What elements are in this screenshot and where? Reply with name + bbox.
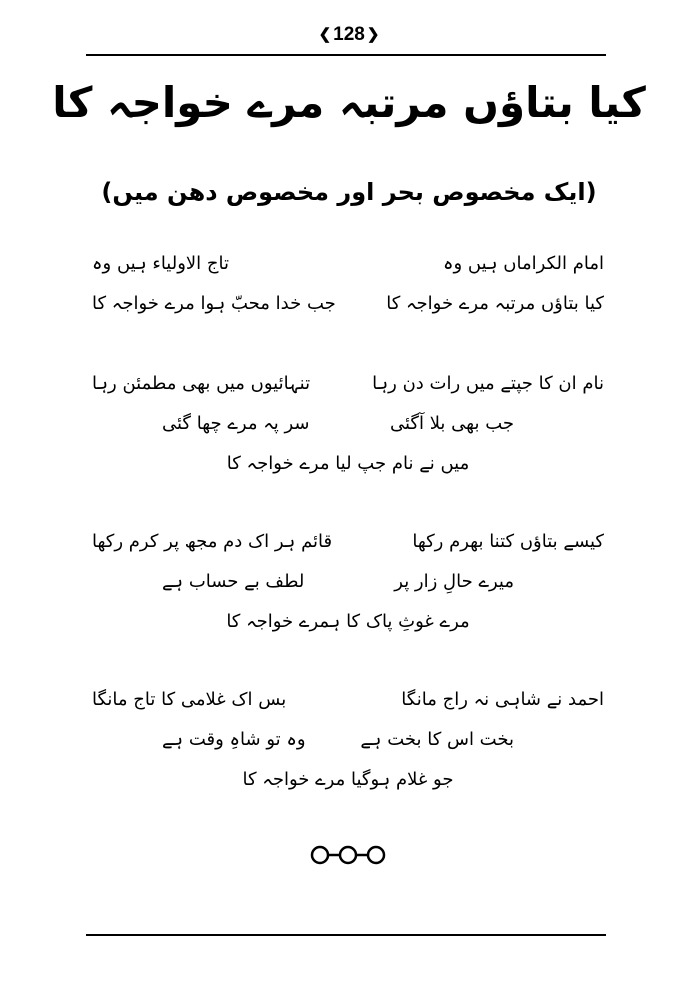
verse-left: لطف بے حساب ہے [162,571,305,592]
stanza-4 [92,680,604,800]
verse-row-center [92,602,604,642]
verse-row [92,680,604,720]
verse-row [92,404,604,444]
bottom-rule [86,934,606,936]
verse-row [92,284,604,324]
stanza-2 [92,364,604,484]
verse-left: وہ تو شاہِ وقت ہے [162,729,306,750]
stanza-3 [92,522,604,642]
poem-subtitle: (ایک مخصوص بحر اور مخصوص دھن میں) [101,178,597,206]
stanza-1 [92,244,604,324]
verse-left: تاج الاولیاء ہیں وہ [92,253,230,274]
verse-right: میرے حالِ زار پر [394,571,514,592]
verse-row [92,364,604,404]
verse-center: جو غلام ہوگیا مرے خواجہ کا [242,769,454,790]
verse-row-center [92,444,604,484]
verse-right: کیسے بتاؤں کتنا بھرم رکھا [412,531,604,552]
end-ornament-icon [0,840,698,870]
verse-center: میں نے نام جپ لیا مرے خواجہ کا [226,453,470,474]
verse-left: قائم ہر اک دم مجھ پر کرم رکھا [92,531,333,552]
ornament-right-icon: ❯ [366,26,380,43]
verse-right: جب بھی بلا آگئی [389,413,514,434]
page-number: 128 [333,24,365,45]
verse-center: مرے غوثِ پاک کا ہمرے خواجہ کا [226,611,470,632]
verse-left: تنہائیوں میں بھی مطمئن رہا [92,373,311,394]
verse-right: احمد نے شاہی نہ راج مانگا [401,689,604,710]
poem-title: کیا بتاؤں مرتبہ مرے خواجہ کا [52,78,646,127]
verse-right: امام الکراماں ہیں وہ [442,253,604,274]
verse-row [92,720,604,760]
verse-right: نام ان کا جپتے میں رات دن رہا [372,373,604,394]
top-rule [86,54,606,56]
verse-left: جب خدا محبّ ہوا مرے خواجہ کا [92,293,336,314]
ornament-left-icon: ❮ [318,26,332,43]
verse-row [92,562,604,602]
verse-left: بس اک غلامی کا تاج مانگا [92,689,287,710]
verse-row-center [92,760,604,800]
verse-right: بخت اس کا بخت ہے [360,729,514,750]
verse-right: کیا بتاؤں مرتبہ مرے خواجہ کا [386,293,604,314]
verse-row [92,522,604,562]
verse-row [92,244,604,284]
page-number-header [0,22,698,48]
verse-left: سر پہ مرے چھا گئی [162,413,310,434]
